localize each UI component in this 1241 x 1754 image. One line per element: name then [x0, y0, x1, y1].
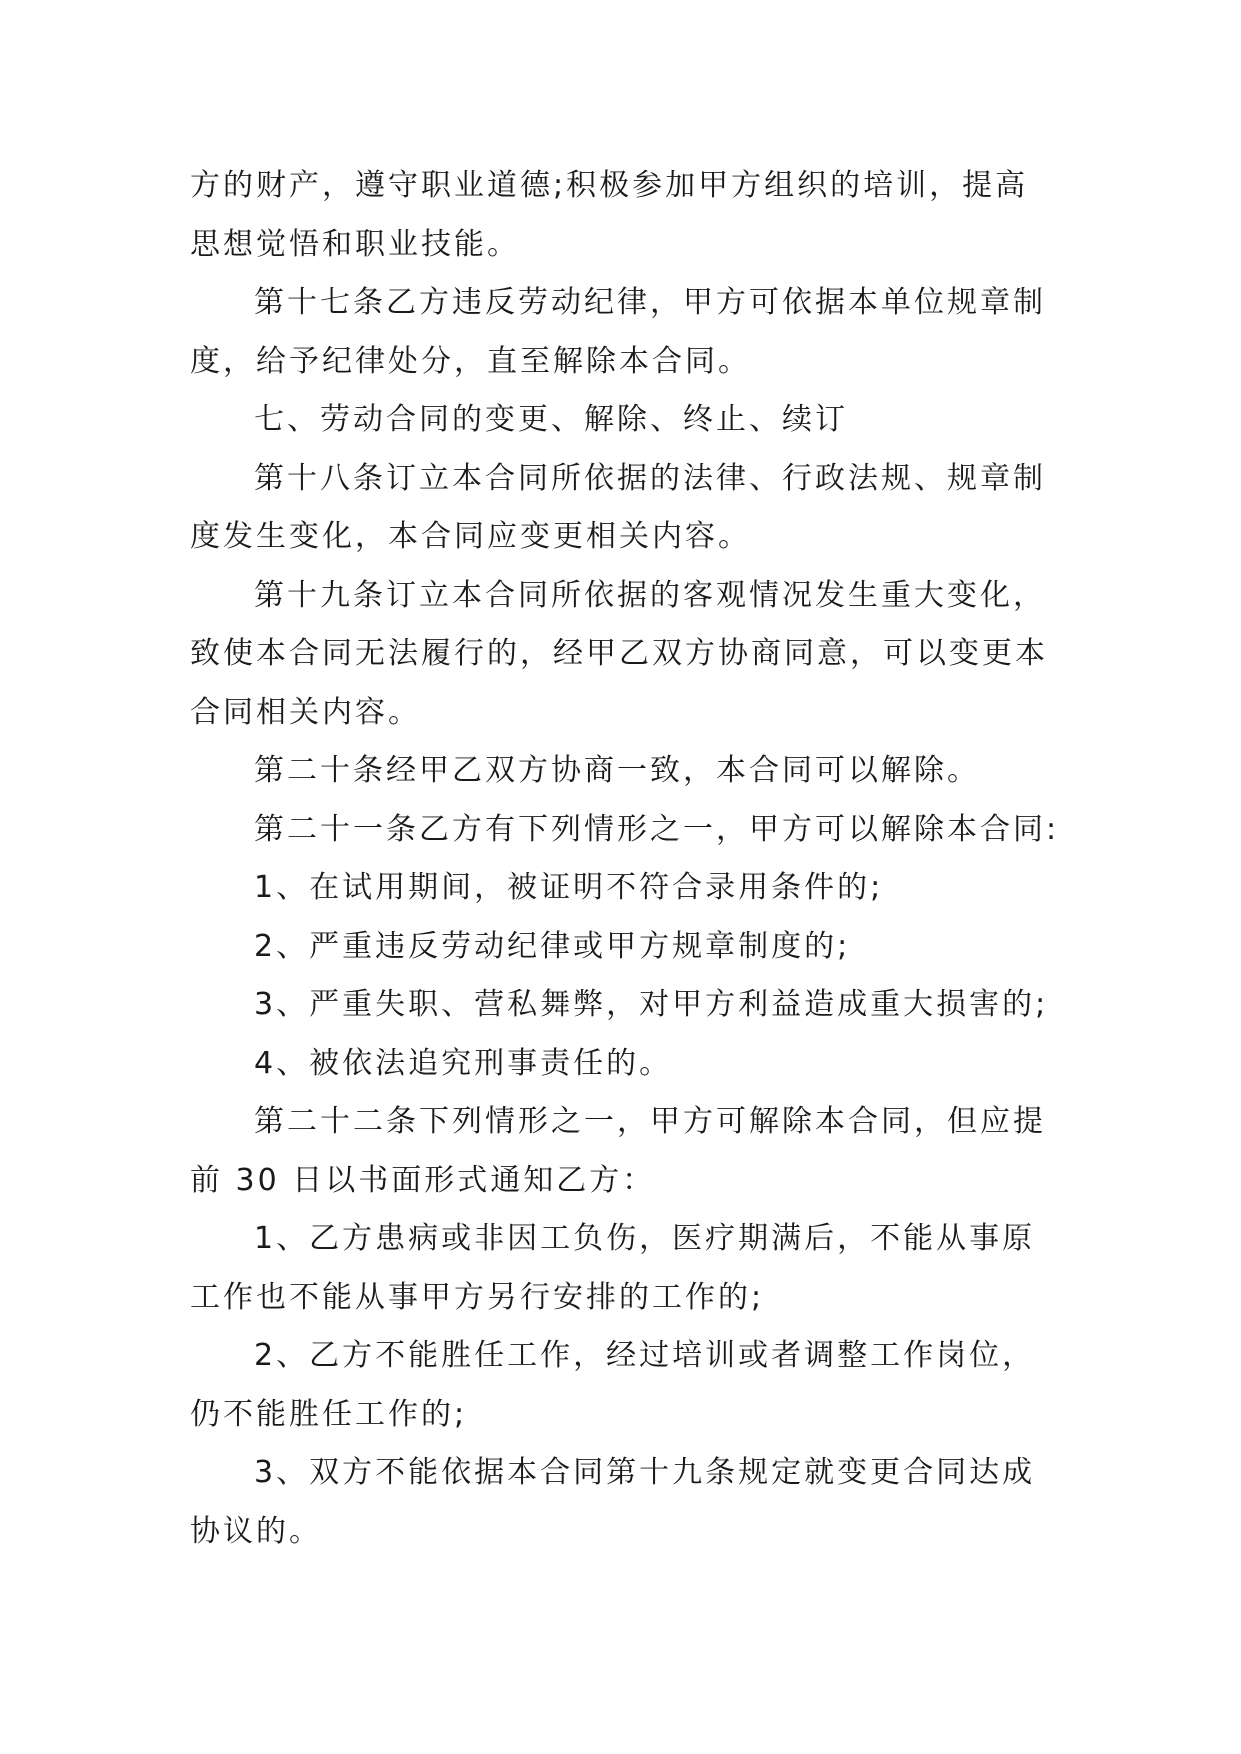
list-item-1: 1、在试用期间，被证明不符合录用条件的; — [254, 870, 884, 905]
text-line-17: 第二十二条下列情形之一，甲方可解除本合同，但应提 — [254, 1104, 1046, 1139]
list-item-2: 2、严重违反劳动纪律或甲方规章制度的; — [254, 928, 851, 964]
text-line-10: 合同相关内容。 — [190, 694, 421, 730]
text-line-18: 前 30 日以书面形式通知乙方： — [190, 1162, 656, 1198]
text-line-1: 方的财产，遵守职业道德;积极参加甲方组织的培训，提高 — [190, 168, 1029, 203]
text-line-24: 协议的。 — [190, 1513, 322, 1549]
text-line-22: 仍不能胜任工作的; — [190, 1396, 468, 1432]
text-line-11: 第二十条经甲乙双方协商一致，本合同可以解除。 — [254, 753, 980, 788]
text-line-4: 度，给予纪律处分，直至解除本合同。 — [190, 343, 751, 379]
document-body — [190, 157, 1060, 1561]
text-line-2: 思想觉悟和职业技能。 — [190, 226, 520, 262]
text-line-3: 第十七条乙方违反劳动纪律，甲方可依据本单位规章制 — [254, 285, 1046, 320]
list-item-5: 1、乙方患病或非因工负伤，医疗期满后，不能从事原 — [254, 1221, 1036, 1256]
list-item-3: 3、严重失职、营私舞弊，对甲方利益造成重大损害的; — [254, 987, 1049, 1022]
text-line-8: 第十九条订立本合同所依据的客观情况发生重大变化， — [254, 577, 1046, 613]
text-line-6: 第十八条订立本合同所依据的法律、行政法规、规章制 — [254, 460, 1046, 496]
text-line-9: 致使本合同无法履行的，经甲乙双方协商同意，可以变更本 — [190, 636, 1048, 671]
section-heading: 七、劳动合同的变更、解除、终止、续订 — [254, 402, 848, 437]
list-item-6: 2、乙方不能胜任工作，经过培训或者调整工作岗位， — [254, 1338, 1036, 1373]
text-line-20: 工作也不能从事甲方另行安排的工作的; — [190, 1279, 765, 1315]
list-item-7: 3、双方不能依据本合同第十九条规定就变更合同达成 — [254, 1455, 1036, 1490]
text-line-7: 度发生变化，本合同应变更相关内容。 — [190, 519, 751, 554]
text-line-12: 第二十一条乙方有下列情形之一，甲方可以解除本合同: — [254, 811, 1060, 847]
list-item-4: 4、被依法追究刑事责任的。 — [254, 1045, 673, 1081]
